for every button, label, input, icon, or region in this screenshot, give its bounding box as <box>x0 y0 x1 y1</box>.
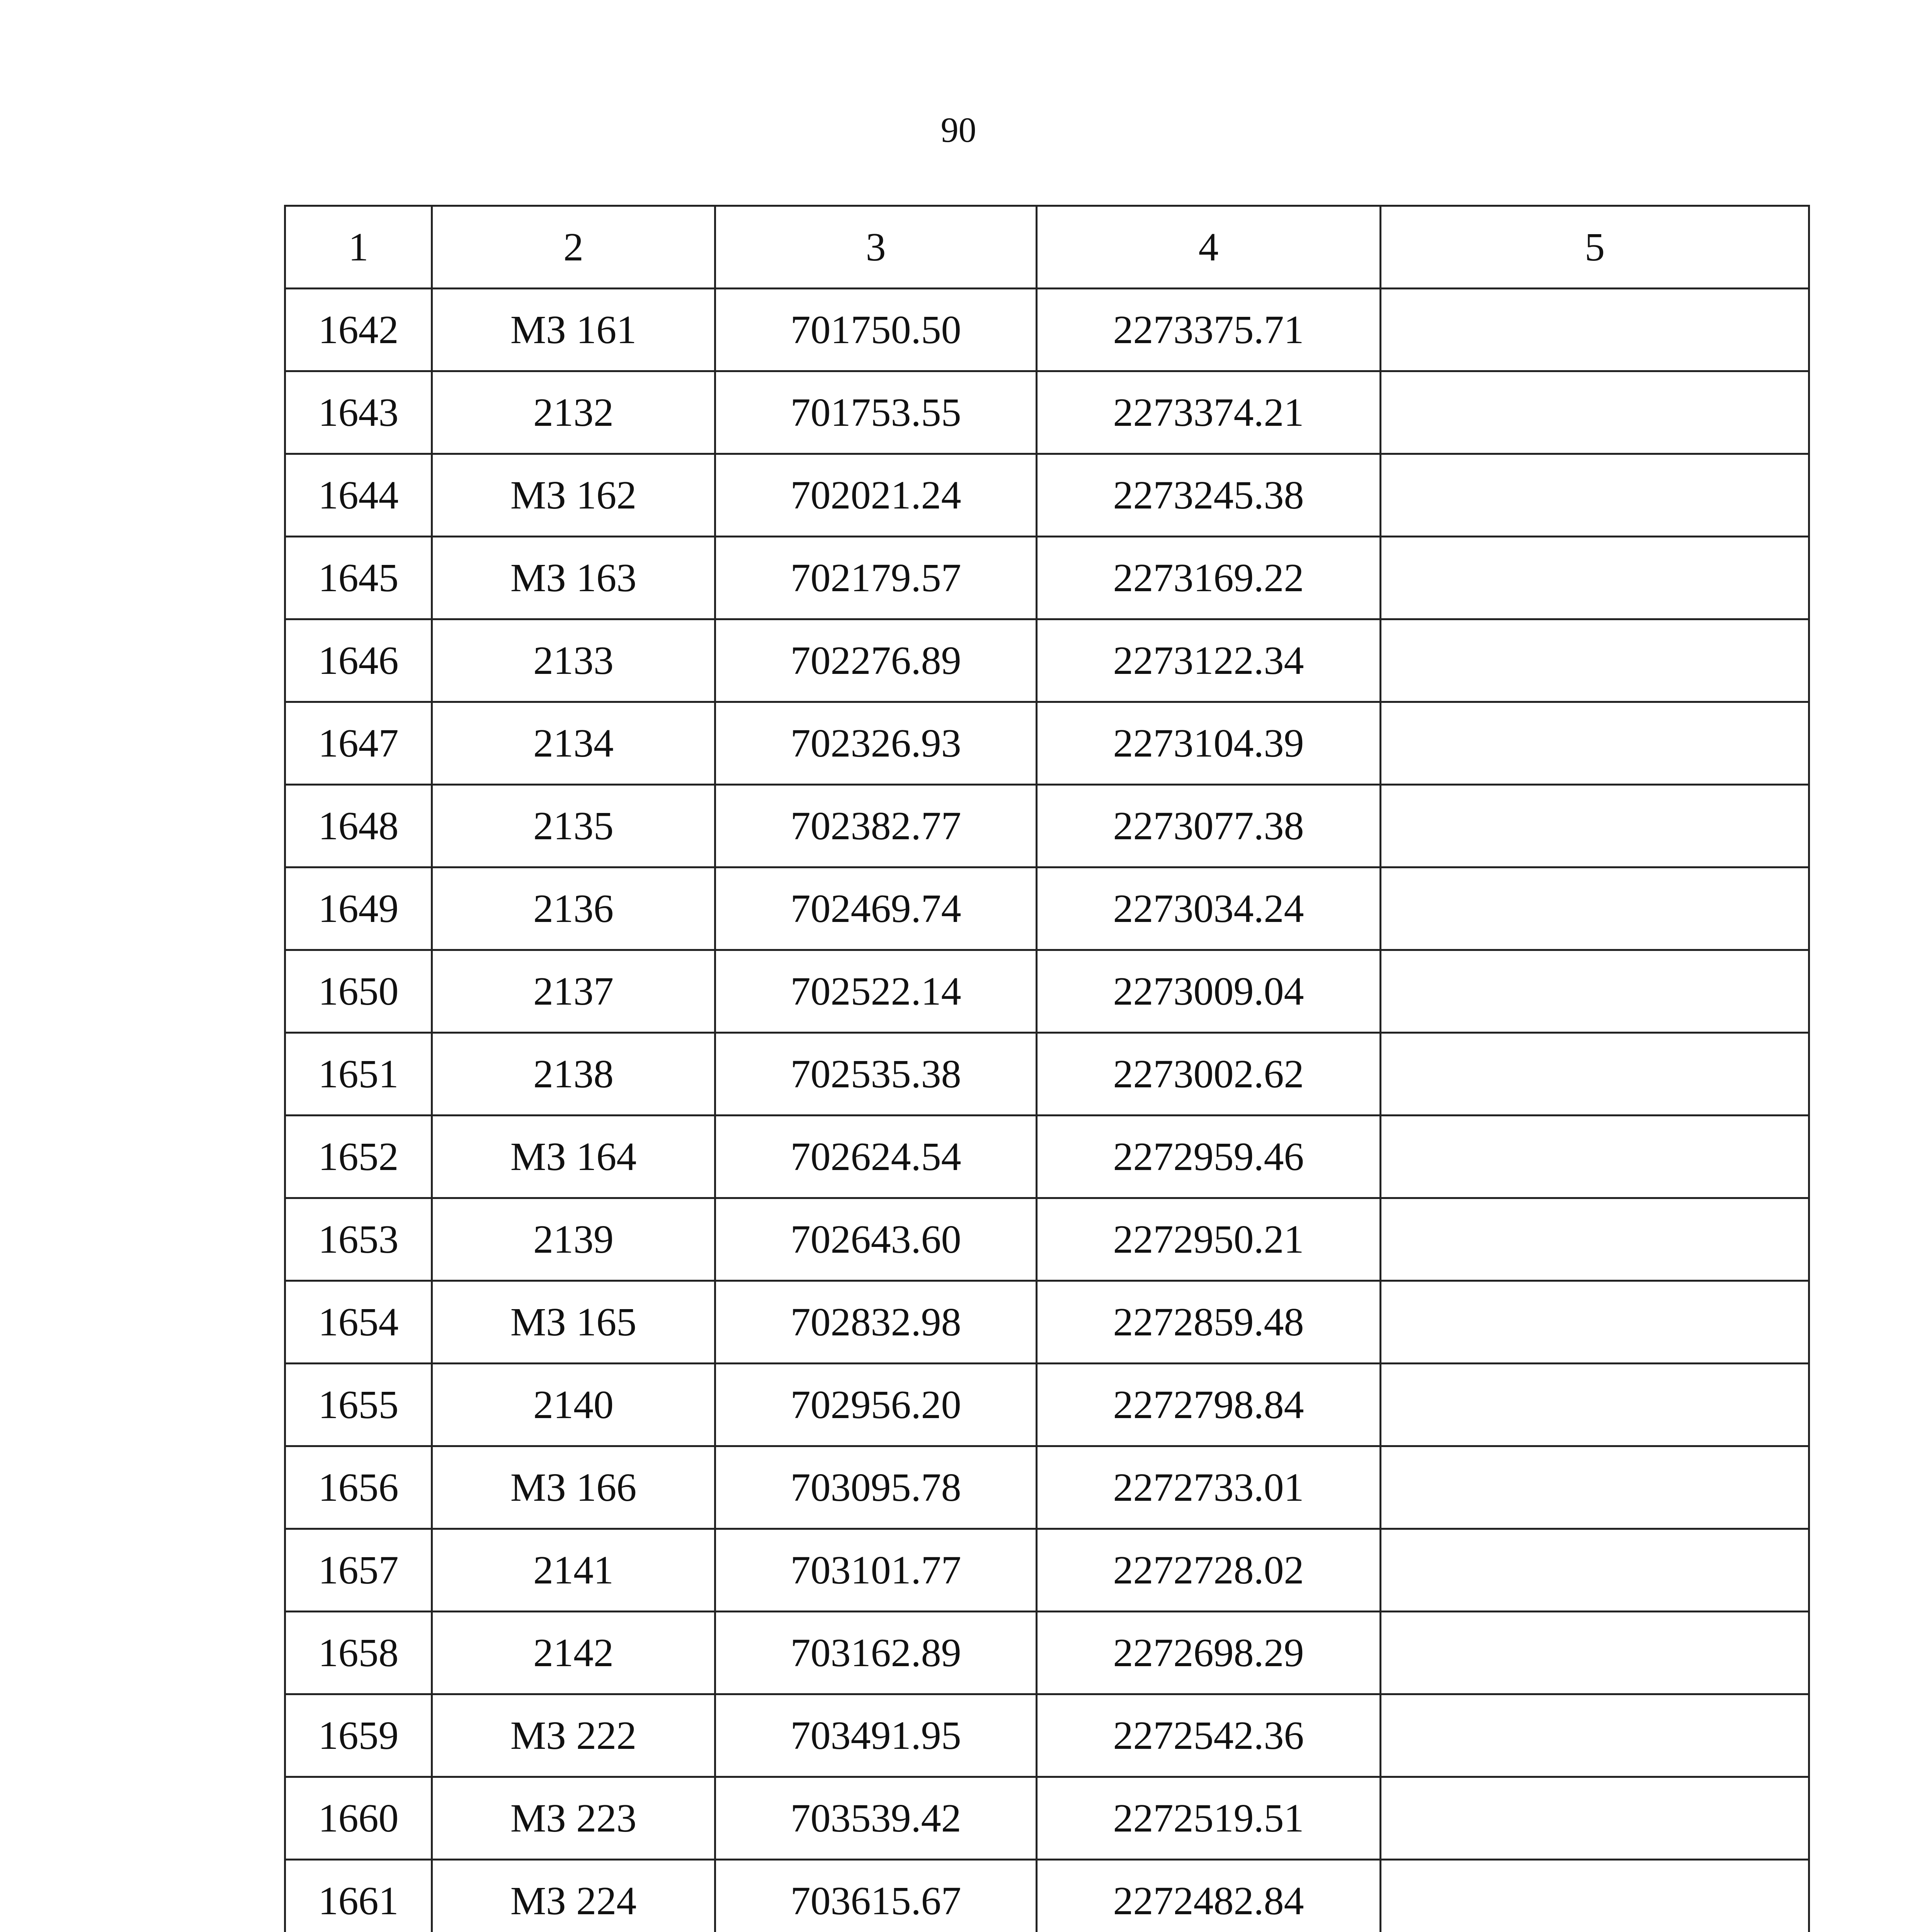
x-coordinate-cell: 703101.77 <box>715 1529 1037 1612</box>
x-coordinate-cell: 702956.20 <box>715 1364 1037 1446</box>
table-header-row <box>285 206 1809 289</box>
x-coordinate-cell: 702535.38 <box>715 1033 1037 1116</box>
row-number-cell: 1651 <box>285 1033 432 1116</box>
x-coordinate-cell: 703615.67 <box>715 1860 1037 1932</box>
row-number-cell: 1652 <box>285 1116 432 1198</box>
note-cell <box>1381 702 1809 785</box>
y-coordinate-cell: 2272542.36 <box>1037 1694 1381 1777</box>
row-number-cell: 1658 <box>285 1612 432 1694</box>
y-coordinate-cell: 2272959.46 <box>1037 1116 1381 1198</box>
point-id-cell: 2135 <box>432 785 715 867</box>
x-coordinate-cell: 703491.95 <box>715 1694 1037 1777</box>
point-id-cell: 2137 <box>432 950 715 1033</box>
row-number-cell: 1646 <box>285 619 432 702</box>
table-row <box>285 1446 1809 1529</box>
x-coordinate-cell: 702179.57 <box>715 537 1037 619</box>
column-header-3: 3 <box>715 206 1037 289</box>
note-cell <box>1381 1694 1809 1777</box>
note-cell <box>1381 785 1809 867</box>
table-row <box>285 1694 1809 1777</box>
point-id-cell: МЗ 223 <box>432 1777 715 1860</box>
note-cell <box>1381 454 1809 537</box>
column-header-1: 1 <box>285 206 432 289</box>
y-coordinate-cell: 2273245.38 <box>1037 454 1381 537</box>
table-row <box>285 454 1809 537</box>
note-cell <box>1381 1364 1809 1446</box>
row-number-cell: 1647 <box>285 702 432 785</box>
point-id-cell: МЗ 166 <box>432 1446 715 1529</box>
x-coordinate-cell: 702643.60 <box>715 1198 1037 1281</box>
point-id-cell: МЗ 224 <box>432 1860 715 1932</box>
row-number-cell: 1657 <box>285 1529 432 1612</box>
point-id-cell: 2141 <box>432 1529 715 1612</box>
note-cell <box>1381 1860 1809 1932</box>
note-cell <box>1381 1529 1809 1612</box>
point-id-cell: МЗ 163 <box>432 537 715 619</box>
x-coordinate-cell: 702624.54 <box>715 1116 1037 1198</box>
x-coordinate-cell: 701750.50 <box>715 289 1037 371</box>
point-id-cell: 2132 <box>432 371 715 454</box>
note-cell <box>1381 1612 1809 1694</box>
x-coordinate-cell: 702469.74 <box>715 867 1037 950</box>
column-header-5: 5 <box>1381 206 1809 289</box>
table-row <box>285 867 1809 950</box>
table-row <box>285 702 1809 785</box>
row-number-cell: 1649 <box>285 867 432 950</box>
y-coordinate-cell: 2272733.01 <box>1037 1446 1381 1529</box>
row-number-cell: 1642 <box>285 289 432 371</box>
table-row <box>285 785 1809 867</box>
y-coordinate-cell: 2272859.48 <box>1037 1281 1381 1364</box>
row-number-cell: 1648 <box>285 785 432 867</box>
point-id-cell: 2134 <box>432 702 715 785</box>
x-coordinate-cell: 703095.78 <box>715 1446 1037 1529</box>
y-coordinate-cell: 2273374.21 <box>1037 371 1381 454</box>
table-row <box>285 289 1809 371</box>
note-cell <box>1381 867 1809 950</box>
table-row <box>285 1281 1809 1364</box>
y-coordinate-cell: 2273002.62 <box>1037 1033 1381 1116</box>
row-number-cell: 1656 <box>285 1446 432 1529</box>
table-row <box>285 1198 1809 1281</box>
table-body <box>285 206 1809 1932</box>
y-coordinate-cell: 2273375.71 <box>1037 289 1381 371</box>
x-coordinate-cell: 702021.24 <box>715 454 1037 537</box>
note-cell <box>1381 1033 1809 1116</box>
row-number-cell: 1659 <box>285 1694 432 1777</box>
table-row <box>285 619 1809 702</box>
row-number-cell: 1645 <box>285 537 432 619</box>
row-number-cell: 1654 <box>285 1281 432 1364</box>
table-row <box>285 950 1809 1033</box>
table-row <box>285 1033 1809 1116</box>
note-cell <box>1381 1777 1809 1860</box>
table-row <box>285 1364 1809 1446</box>
row-number-cell: 1644 <box>285 454 432 537</box>
table-row <box>285 537 1809 619</box>
y-coordinate-cell: 2272519.51 <box>1037 1777 1381 1860</box>
point-id-cell: 2133 <box>432 619 715 702</box>
column-header-4: 4 <box>1037 206 1381 289</box>
point-id-cell: МЗ 165 <box>432 1281 715 1364</box>
note-cell <box>1381 289 1809 371</box>
y-coordinate-cell: 2272482.84 <box>1037 1860 1381 1932</box>
y-coordinate-cell: 2273077.38 <box>1037 785 1381 867</box>
column-header-2: 2 <box>432 206 715 289</box>
row-number-cell: 1643 <box>285 371 432 454</box>
table-row <box>285 1860 1809 1932</box>
note-cell <box>1381 1281 1809 1364</box>
x-coordinate-cell: 702276.89 <box>715 619 1037 702</box>
point-id-cell: МЗ 161 <box>432 289 715 371</box>
row-number-cell: 1660 <box>285 1777 432 1860</box>
row-number-cell: 1650 <box>285 950 432 1033</box>
y-coordinate-cell: 2272798.84 <box>1037 1364 1381 1446</box>
y-coordinate-cell: 2273104.39 <box>1037 702 1381 785</box>
point-id-cell: 2142 <box>432 1612 715 1694</box>
x-coordinate-cell: 702832.98 <box>715 1281 1037 1364</box>
row-number-cell: 1653 <box>285 1198 432 1281</box>
note-cell <box>1381 1198 1809 1281</box>
point-id-cell: МЗ 222 <box>432 1694 715 1777</box>
point-id-cell: 2140 <box>432 1364 715 1446</box>
y-coordinate-cell: 2273122.34 <box>1037 619 1381 702</box>
point-id-cell: МЗ 164 <box>432 1116 715 1198</box>
x-coordinate-cell: 703539.42 <box>715 1777 1037 1860</box>
table-row <box>285 371 1809 454</box>
note-cell <box>1381 1446 1809 1529</box>
y-coordinate-cell: 2272728.02 <box>1037 1529 1381 1612</box>
point-id-cell: МЗ 162 <box>432 454 715 537</box>
y-coordinate-cell: 2273009.04 <box>1037 950 1381 1033</box>
y-coordinate-cell: 2272698.29 <box>1037 1612 1381 1694</box>
table-row <box>285 1777 1809 1860</box>
note-cell <box>1381 1116 1809 1198</box>
note-cell <box>1381 950 1809 1033</box>
coordinates-table <box>284 205 1810 1932</box>
x-coordinate-cell: 702382.77 <box>715 785 1037 867</box>
x-coordinate-cell: 702326.93 <box>715 702 1037 785</box>
table-row <box>285 1529 1809 1612</box>
note-cell <box>1381 537 1809 619</box>
y-coordinate-cell: 2272950.21 <box>1037 1198 1381 1281</box>
row-number-cell: 1655 <box>285 1364 432 1446</box>
table-row <box>285 1116 1809 1198</box>
y-coordinate-cell: 2273169.22 <box>1037 537 1381 619</box>
table-row <box>285 1612 1809 1694</box>
row-number-cell: 1661 <box>285 1860 432 1932</box>
note-cell <box>1381 619 1809 702</box>
x-coordinate-cell: 702522.14 <box>715 950 1037 1033</box>
page-number: 90 <box>941 110 976 150</box>
y-coordinate-cell: 2273034.24 <box>1037 867 1381 950</box>
point-id-cell: 2138 <box>432 1033 715 1116</box>
point-id-cell: 2136 <box>432 867 715 950</box>
note-cell <box>1381 371 1809 454</box>
x-coordinate-cell: 701753.55 <box>715 371 1037 454</box>
x-coordinate-cell: 703162.89 <box>715 1612 1037 1694</box>
point-id-cell: 2139 <box>432 1198 715 1281</box>
